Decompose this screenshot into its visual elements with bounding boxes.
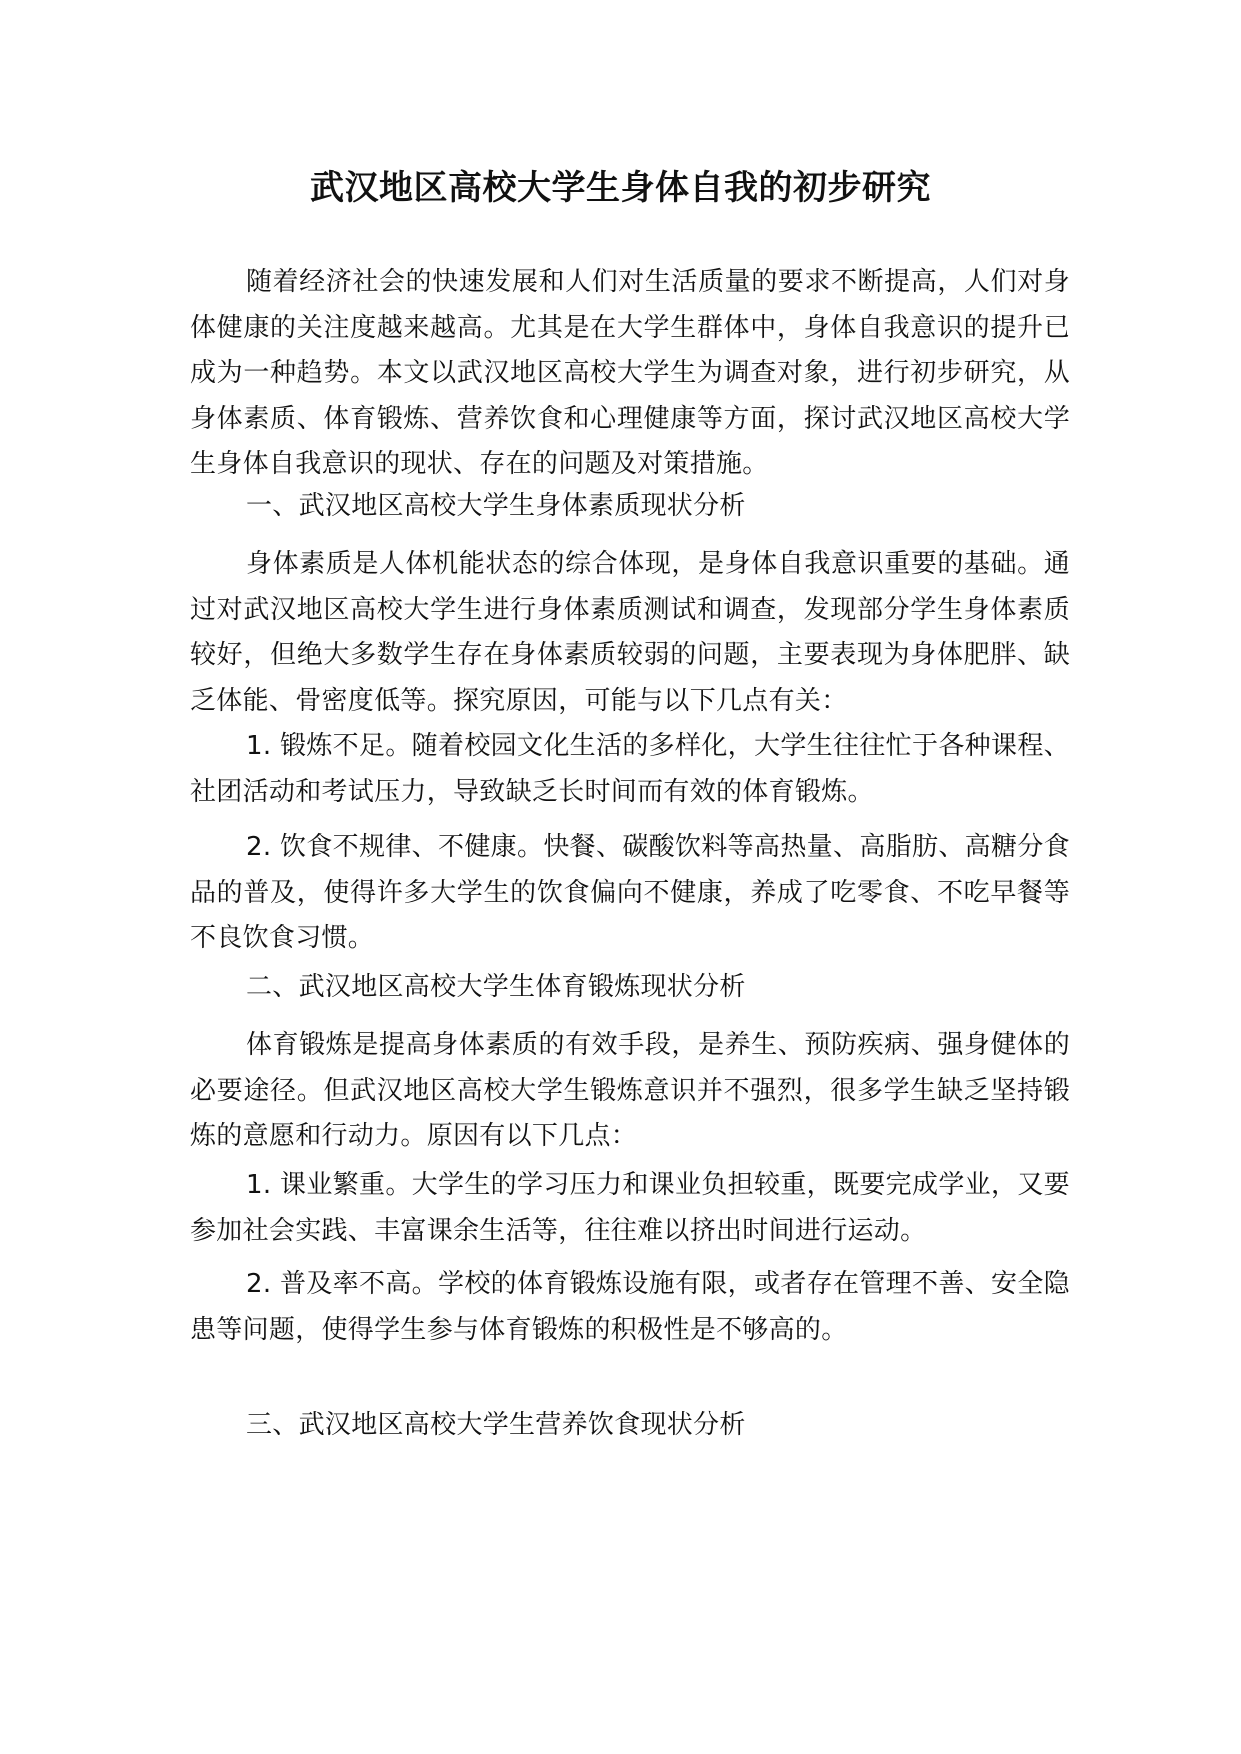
document-title: 武汉地区高校大学生身体自我的初步研究	[310, 168, 931, 208]
section-1-point-2: 2. 饮食不规律、不健康。快餐、碳酸饮料等高热量、高脂肪、高糖分食品的普及，使得许多大学生的饮食偏向不健康，养成了吃零食、不吃早餐等不良饮食习惯。	[190, 832, 1070, 953]
section-2-heading: 二、武汉地区高校大学生体育锻炼现状分析	[246, 972, 746, 1002]
section-2-body: 体育锻炼是提高身体素质的有效手段，是养生、预防疾病、强身健体的必要途径。但武汉地区高校大学生锻炼意识并不强烈，很多学生缺乏坚持锻炼的意愿和行动力。原因有以下几点：	[190, 1030, 1070, 1151]
section-1-heading: 一、武汉地区高校大学生身体素质现状分析	[246, 491, 746, 521]
section-2-point-1: 1. 课业繁重。大学生的学习压力和课业负担较重，既要完成学业，又要参加社会实践、丰富课余生活等，往往难以挤出时间进行运动。	[190, 1170, 1070, 1246]
section-3-heading: 三、武汉地区高校大学生营养饮食现状分析	[246, 1410, 746, 1440]
section-2-point-2: 2. 普及率不高。学校的体育锻炼设施有限，或者存在管理不善、安全隐患等问题，使得学生参与体育锻炼的积极性是不够高的。	[190, 1269, 1070, 1345]
intro-paragraph: 随着经济社会的快速发展和人们对生活质量的要求不断提高，人们对身体健康的关注度越来越高。尤其是在大学生群体中，身体自我意识的提升已成为一种趋势。本文以武汉地区高校大学生为调查对象，进行初步研究，从身体素质、体育锻炼、营养饮食和心理健康等方面，探讨武汉地区高校大学生身体自我意识的现状、存在的问题及对策措施。	[190, 267, 1070, 479]
section-1-body: 身体素质是人体机能状态的综合体现，是身体自我意识重要的基础。通过对武汉地区高校大学生进行身体素质测试和调查，发现部分学生身体素质较好，但绝大多数学生存在身体素质较弱的问题，主要表现为身体肥胖、缺乏体能、骨密度低等。探究原因，可能与以下几点有关：	[190, 549, 1070, 716]
section-1-point-1: 1. 锻炼不足。随着校园文化生活的多样化，大学生往往忙于各种课程、社团活动和考试压力，导致缺乏长时间而有效的体育锻炼。	[190, 731, 1070, 807]
